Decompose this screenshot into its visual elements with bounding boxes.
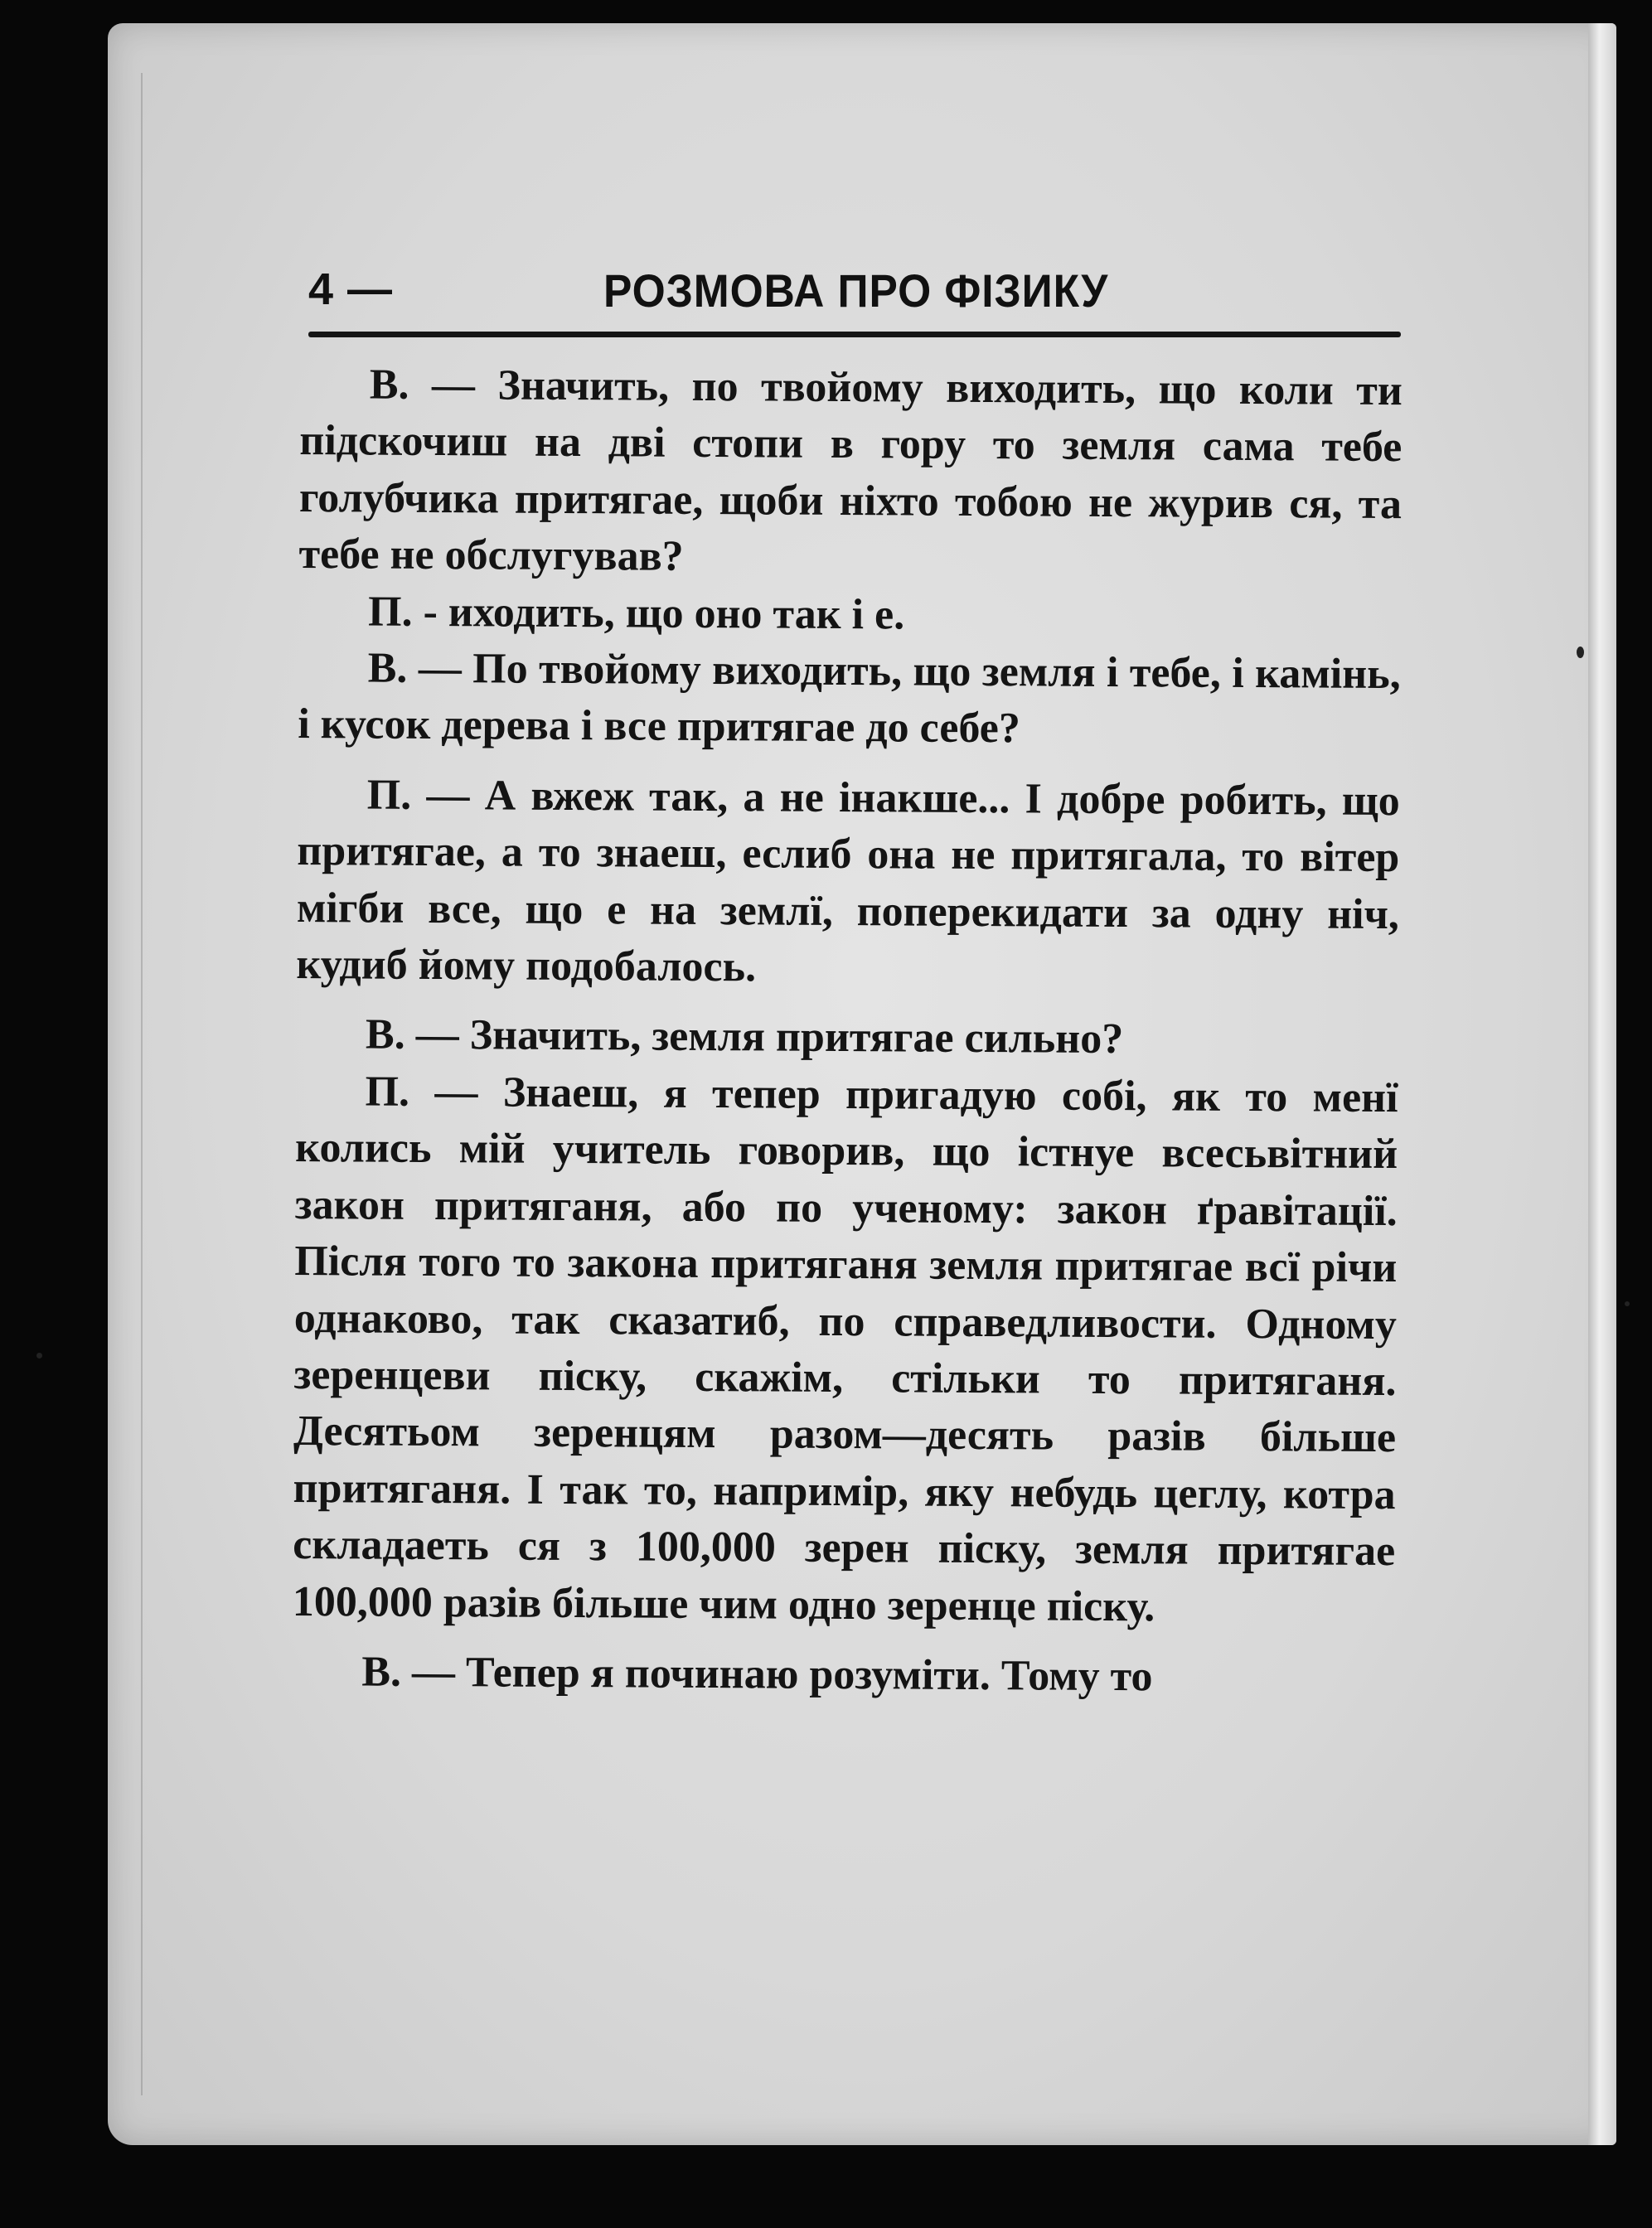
paragraph: В. — Тепер я починаю розуміти. Тому то <box>361 1648 1153 1701</box>
paragraph: В. — По твойому виходить, що земля і тебе, і камінь, і кусок дерева і все притягае до себе? <box>298 644 1401 753</box>
page-edge <box>1588 23 1616 2145</box>
paragraph: В. — Значить, земля притягае сильно? <box>365 1010 1124 1063</box>
paragraph: П. - иходить, що оно так і е. <box>367 588 905 639</box>
header-rule <box>308 332 1401 337</box>
page-number: 4 — <box>308 264 394 314</box>
page-fold-line <box>141 73 143 2095</box>
paragraph: В. — Значить, по твойому виходить, що коли ти підскочиш на дві стопи в гору то земля сама тебе голубчика притягае, щоби ніхто тобою не журив ся, та тебе не обслугував? <box>298 361 1403 581</box>
running-title: РОЗМОВА ПРО ФІЗИКУ <box>603 264 1109 317</box>
paragraph: П. — Знаеш, я тепер пригадую собі, як то менї колись мій учитель говорив, що істнуе всесьвітний закон притяганя, або по ученому: закон ґравітації. Після того то закона притяганя земля притягае всї річи однаково, так сказатиб, по справедливости. Одному зеренцеви піску, скажім, стільки то притяганя. Десятьом зеренцям разом—десять разів більше притяганя. І так то, напримір, яку небудь цеглу, котра складаеть ся з 100,000 зерен піску, земля притягае 100,000 разів більше чим одно зеренце піску. <box>292 1068 1398 1630</box>
paragraph: П. — А вжеж так, а не інакше... І добре робить, що притягае, а то знаеш, еслиб она не притягала, то вітер мігби все, що е на землї, поперекидати за одну ніч, кудиб йому подобалось. <box>296 771 1400 991</box>
ink-speck <box>36 1353 42 1359</box>
body-text <box>292 356 1403 1707</box>
ink-speck <box>1577 647 1584 658</box>
ink-speck <box>1625 1301 1630 1306</box>
